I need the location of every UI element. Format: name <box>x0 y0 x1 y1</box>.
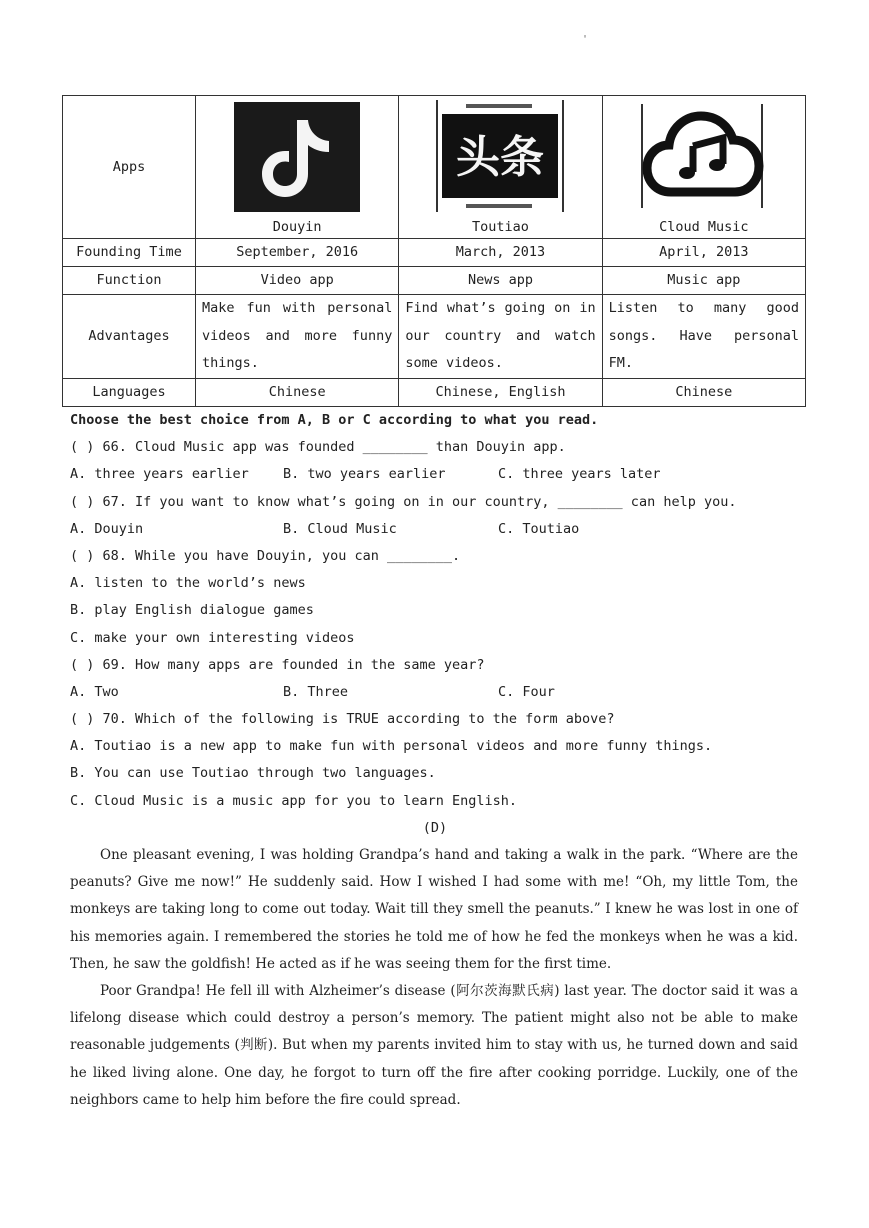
option-c: C. three years later <box>498 466 661 483</box>
table-cell: September, 2016 <box>196 239 399 267</box>
table-row-advantages <box>63 295 806 379</box>
option-b: B. two years earlier <box>283 466 446 483</box>
question-stem-68: ( ) 68. While you have Douyin, you can ________. <box>70 547 461 564</box>
apps-table <box>62 95 806 407</box>
table-row-founding <box>63 239 806 267</box>
option-a: A. Douyin <box>70 520 144 537</box>
cloud-music-logo-icon <box>641 100 767 212</box>
option-c: C. make your own interesting videos <box>70 629 355 646</box>
option-b: B. You can use Toutiao through two languages. <box>70 765 436 782</box>
question-stem-70: ( ) 70. Which of the following is TRUE according to the form above? <box>70 711 615 728</box>
app-name-douyin: Douyin <box>272 219 322 235</box>
row-label-founding: Founding Time <box>63 239 196 267</box>
page-mark: ' <box>582 34 589 45</box>
app-name-cloud-music: Cloud Music <box>659 219 749 235</box>
option-a: A. Two <box>70 683 119 700</box>
option-b: B. play English dialogue games <box>70 602 314 619</box>
table-cell: Chinese <box>196 378 399 406</box>
app-cell-douyin <box>196 96 399 239</box>
app-cell-toutiao <box>399 96 602 239</box>
douyin-logo-icon <box>234 102 360 212</box>
row-label-function: Function <box>63 267 196 295</box>
question-stem-69: ( ) 69. How many apps are founded in the same year? <box>70 656 485 673</box>
question-options-66 <box>70 461 800 488</box>
option-a: A. listen to the world’s news <box>70 575 306 592</box>
question-stem-66: ( ) 66. Cloud Music app was founded ________ than Douyin app. <box>70 439 566 456</box>
row-label-advantages: Advantages <box>63 295 196 379</box>
toutiao-logo-icon <box>436 100 564 212</box>
option-c: C. Four <box>498 683 555 700</box>
passage-paragraph: One pleasant evening, I was holding Grandpa’s hand and taking a walk in the park. “Where are the peanuts? Give me now!” He suddenly said. How I wished I had some with me! “Oh, my little Tom, the monkeys are taking long to come out today. Wait till they smell the peanuts.” I knew he was lost in one of his memories again. I remembered the stories he told me of how he fed the monkeys when he was a kid. Then, he saw the goldfish! He acted as if he was seeing them for the first time. <box>70 847 798 972</box>
option-a: A. three years earlier <box>70 466 249 483</box>
option-c: C. Toutiao <box>498 520 580 537</box>
table-cell: Make fun with personal videos and more funny things. <box>196 295 399 379</box>
question-options-69 <box>70 679 800 706</box>
table-cell: Chinese, English <box>399 378 602 406</box>
row-label-apps: Apps <box>63 96 196 239</box>
toutiao-logo-text: 头条 <box>456 132 545 183</box>
instructions: Choose the best choice from A, B or C according to what you read. <box>70 412 599 428</box>
questions-section <box>70 407 800 815</box>
table-cell: Music app <box>602 267 805 295</box>
passage-paragraph: Poor Grandpa! He fell ill with Alzheimer’s disease (阿尔茨海默氏病) last year. The doctor said it was a lifelong disease which could destroy a person’s memory. The patient might also not be able to make reasonable judgements (判断). But when my parents invited him to stay with us, he turned down and said he liked living alone. One day, he forgot to turn off the fire after cooking porridge. Luckily, one of the neighbors came to help him before the fire could spread. <box>70 983 798 1108</box>
table-cell: March, 2013 <box>399 239 602 267</box>
option-a: A. Toutiao is a new app to make fun with personal videos and more funny things. <box>70 738 713 755</box>
option-b: B. Cloud Music <box>283 520 397 537</box>
app-name-toutiao: Toutiao <box>472 219 529 235</box>
option-c: C. Cloud Music is a music app for you to learn English. <box>70 792 518 809</box>
section-title: (D) <box>422 820 448 836</box>
question-stem-67: ( ) 67. If you want to know what’s going on in our country, ________ can help you. <box>70 493 737 510</box>
table-cell: April, 2013 <box>602 239 805 267</box>
option-b: B. Three <box>283 683 349 700</box>
table-row-apps <box>63 96 806 239</box>
table-cell: Listen to many good songs. Have personal FM. <box>602 295 805 379</box>
table-cell: Video app <box>196 267 399 295</box>
reading-passage <box>70 842 798 1114</box>
question-options-67 <box>70 516 800 543</box>
table-row-function <box>63 267 806 295</box>
table-cell: Find what’s going on in our country and watch some videos. <box>399 295 602 379</box>
app-cell-cloud-music <box>602 96 805 239</box>
row-label-languages: Languages <box>63 378 196 406</box>
table-cell: News app <box>399 267 602 295</box>
table-row-languages <box>63 378 806 406</box>
table-cell: Chinese <box>602 378 805 406</box>
